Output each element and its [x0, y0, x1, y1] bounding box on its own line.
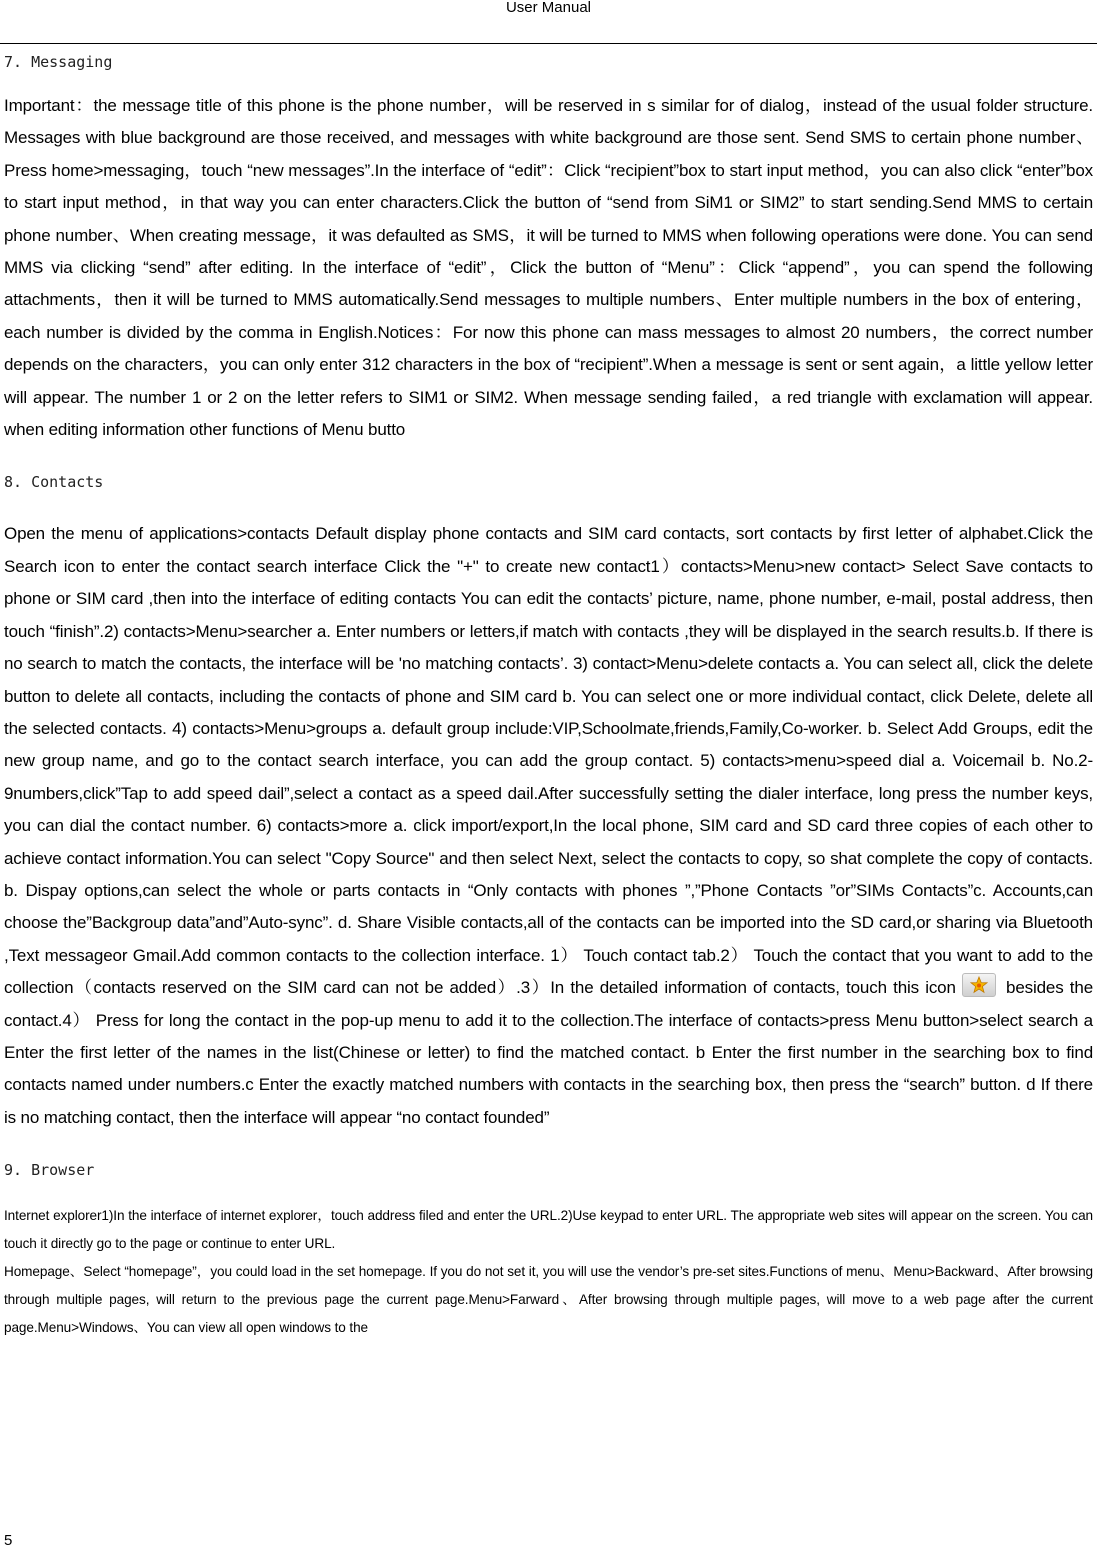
star-icon	[962, 973, 996, 997]
page-header	[0, 0, 1097, 44]
contacts-text-after-icon: besides the contact.4） Press for long the contact in the pop-up menu to add it to the collection.The interface of contacts>press Menu button>select search a Enter the first letter of the names in the list(Chinese or letter) to find the matched contact. b Enter the first number in the searching box to find contacts named under numbers.c Enter the exactly matched numbers with contacts in the searching box, then press the “search” button. d If there is no matching contact, then the interface will appear “no contact founded”	[4, 978, 1093, 1127]
page-number: 5	[4, 1532, 13, 1549]
contacts-text-before-icon: Open the menu of applications>contacts Default display phone contacts and SIM card contacts, sort contacts by first letter of alphabet.Click the Search icon to enter the contact search interface Click the "+" to create new contact1）contacts>Menu>new contact> Select Save contacts to phone or SIM card ,then into the interface of editing contacts You can edit the contacts’ picture, name, phone number, e-mail, postal address, then touch “finish”.2) contacts>Menu>searcher a. Enter numbers or letters,if match with contacts ,they will be displayed in the search results.b. If there is no search to match the contacts, the interface will be 'no matching contacts’. 3) contact>Menu>delete contacts a. You can select all, click the delete button to delete all contacts, including the contacts of phone and SIM card b. You can select one or more individual contact, click Delete, delete all the selected contacts. 4) contacts>Menu>groups a. default group include:VIP,Schoolmate,friends,Family,Co-worker. b. Select Add Groups, edit the new group name, and go to the contact search interface, you can add the group contact. 5) contacts>menu>speed dial a. Voicemail b. No.2-9numbers,click”Tap to add speed dail”,select a contact as a speed dail.After successfully setting the dialer interface, long press the number keys, you can dial the contact number. 6) contacts>more a. click import/export,In the local phone, SIM card and SD card three copies of each other to achieve contact information.You can select "Copy Source" and then select Next, select the contacts to copy, so shat complete the copy of contacts. b. Dispay options,can select the whole or parts contacts in “Only contacts with phones ”,”Phone Contacts ”or”SIMs Contacts”c. Accounts,can choose the”Backgroup data”and”Auto-sync”. d. Share Visible contacts,all of the contacts can be imported into the SD card,or sharing via Bluetooth ,Text messageor Gmail.Add common contacts to the collection interface. 1） Touch contact tab.2） Touch the contact that you want to add to the collection（contacts reserved on the SIM card can not be added）.3）In the detailed information of contacts, touch this icon	[4, 524, 1093, 998]
browser-paragraph-2: Homepage、Select “homepage”，you could load in the set homepage. If you do not set it, you will use the vendor’s pre-set sites.Functions of menu、Menu>Backward、After browsing through multiple pages, will return to the previous page the current page.Menu>Farward、After browsing through multiple pages, will move to a web page after the current page.Menu>Windows、You can view all open windows to the	[4, 1264, 1093, 1336]
messaging-paragraph: Important：the message title of this phone is the phone number，will be reserved in s similar for of dialog，instead of the usual folder structure. Messages with blue background are those received, and messages with white background are those sent. Send SMS to certain phone number、Press home>messaging，touch “new messages”.In the interface of “edit”：Click “recipient”box to start input method，you can also click “enter”box to start input method，in that way you can enter characters.Click the button of “send from SiM1 or SIM2” to start sending.Send MMS to certain phone number、When creating message，it was defaulted as SMS，it will be turned to MMS when following operations were done. You can send MMS via clicking “send” after editing. In the interface of “edit”，Click the button of “Menu”：Click “append”，you can spend the following attachments，then it will be turned to MMS automatically.Send messages to multiple numbers、Enter multiple numbers in the box of entering，each number is divided by the comma in English.Notices：For now this phone can mass messages to almost 20 numbers，the correct number depends on the characters，you can only enter 312 characters in the box of “recipient”.When a message is sent or sent again，a little yellow letter will appear. The number 1 or 2 on the letter refers to SIM1 or SIM2. When message sending failed，a red triangle with exclamation will appear. when editing information other functions of Menu butto	[4, 96, 1093, 440]
contacts-paragraph	[4, 518, 1093, 1134]
section-heading-browser: 9. Browser	[4, 1161, 95, 1180]
browser-paragraph-1: Internet explorer1)In the interface of internet explorer，touch address filed and enter the URL.2)Use keypad to enter URL. The appropriate web sites will appear on the screen. You can touch it directly go to the page or continue to enter URL.	[4, 1208, 1093, 1252]
header-title: User Manual	[505, 0, 592, 16]
section-heading-messaging: 7. Messaging	[4, 53, 113, 71]
section-heading-contacts: 8. Contacts	[4, 473, 104, 492]
document-body	[4, 48, 1093, 1342]
